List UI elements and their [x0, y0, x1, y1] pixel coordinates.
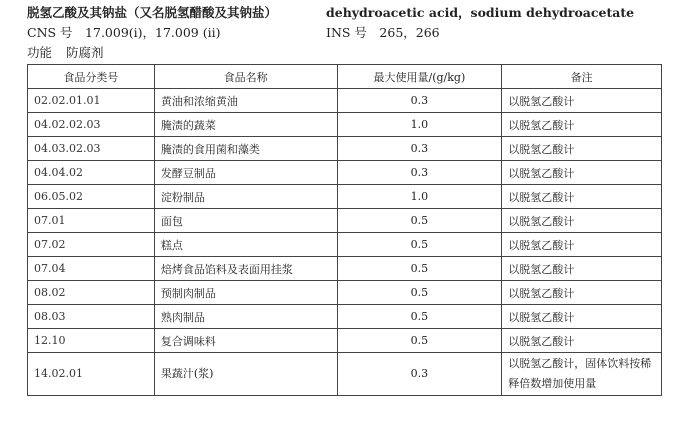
table-row [28, 257, 662, 281]
cell-note: 以脱氢乙酸计 [502, 329, 662, 353]
table-row [28, 209, 662, 233]
cell-amount: 0.3 [337, 137, 502, 161]
cell-code: 12.10 [28, 329, 155, 353]
cell-name: 淀粉制品 [154, 185, 337, 209]
cell-name: 腌渍的蔬菜 [154, 113, 337, 137]
cell-amount: 0.5 [337, 305, 502, 329]
column-header-note: 备注 [502, 65, 662, 89]
cell-code: 02.02.01.01 [28, 89, 155, 113]
cell-name: 黄油和浓缩黄油 [154, 89, 337, 113]
cell-amount: 1.0 [337, 185, 502, 209]
cell-name: 腌渍的食用菌和藻类 [154, 137, 337, 161]
title-cn: 脱氢乙酸及其钠盐（又名脱氢醋酸及其钠盐） [27, 5, 278, 20]
cell-name: 预制肉制品 [154, 281, 337, 305]
table-row [28, 353, 662, 396]
cell-code: 08.02 [28, 281, 155, 305]
table-row [28, 185, 662, 209]
cell-name: 焙烤食品馅料及表面用挂浆 [154, 257, 337, 281]
cell-name: 面包 [154, 209, 337, 233]
table-row [28, 89, 662, 113]
function-line [27, 43, 104, 61]
ins-number: INS 号 265，266 [326, 25, 440, 40]
table-row [28, 113, 662, 137]
cell-note: 以脱氢乙酸计 [502, 305, 662, 329]
table-row [28, 137, 662, 161]
cell-note: 以脱氢乙酸计 [502, 281, 662, 305]
cell-name: 糕点 [154, 233, 337, 257]
cell-code: 04.03.02.03 [28, 137, 155, 161]
cell-code: 06.05.02 [28, 185, 155, 209]
cell-code: 07.02 [28, 233, 155, 257]
cell-amount: 1.0 [337, 113, 502, 137]
function-value: 防腐剂 [66, 45, 104, 60]
column-header-amount: 最大使用量/(g/kg) [337, 65, 502, 89]
title-en: dehydroacetic acid，sodium dehydroacetate [326, 5, 635, 20]
cell-name: 发酵豆制品 [154, 161, 337, 185]
cell-amount: 0.5 [337, 209, 502, 233]
cell-code: 14.02.01 [28, 353, 155, 396]
cell-note: 以脱氢乙酸计 [502, 89, 662, 113]
cell-name: 复合调味料 [154, 329, 337, 353]
cell-note: 以脱氢乙酸计 [502, 185, 662, 209]
table-row [28, 233, 662, 257]
cns-number: CNS 号 17.009(i)，17.009 (ii) [27, 25, 221, 40]
cell-note: 以脱氢乙酸计 [502, 137, 662, 161]
cell-amount: 0.5 [337, 281, 502, 305]
cell-code: 07.01 [28, 209, 155, 233]
cell-name: 果蔬汁(浆) [154, 353, 337, 396]
table-row [28, 281, 662, 305]
cell-note: 以脱氢乙酸计 [502, 257, 662, 281]
function-label: 功能 [27, 45, 53, 60]
cell-note: 以脱氢乙酸计 [502, 161, 662, 185]
cell-note: 以脱氢乙酸计，固体饮料按稀释倍数增加使用量 [502, 353, 662, 396]
cell-amount: 0.3 [337, 353, 502, 396]
cell-note: 以脱氢乙酸计 [502, 113, 662, 137]
cell-amount: 0.5 [337, 257, 502, 281]
cell-code: 04.04.02 [28, 161, 155, 185]
cell-code: 07.04 [28, 257, 155, 281]
cell-note: 以脱氢乙酸计 [502, 233, 662, 257]
cell-amount: 0.5 [337, 329, 502, 353]
usage-table [27, 64, 662, 396]
cell-code: 08.03 [28, 305, 155, 329]
cell-code: 04.02.02.03 [28, 113, 155, 137]
table-header-row [28, 65, 662, 89]
table-row [28, 329, 662, 353]
column-header-code: 食品分类号 [28, 65, 155, 89]
table-row [28, 305, 662, 329]
cell-amount: 0.3 [337, 89, 502, 113]
cell-amount: 0.5 [337, 233, 502, 257]
table-row [28, 161, 662, 185]
cell-name: 熟肉制品 [154, 305, 337, 329]
cell-amount: 0.3 [337, 161, 502, 185]
cell-note: 以脱氢乙酸计 [502, 209, 662, 233]
column-header-name: 食品名称 [154, 65, 337, 89]
